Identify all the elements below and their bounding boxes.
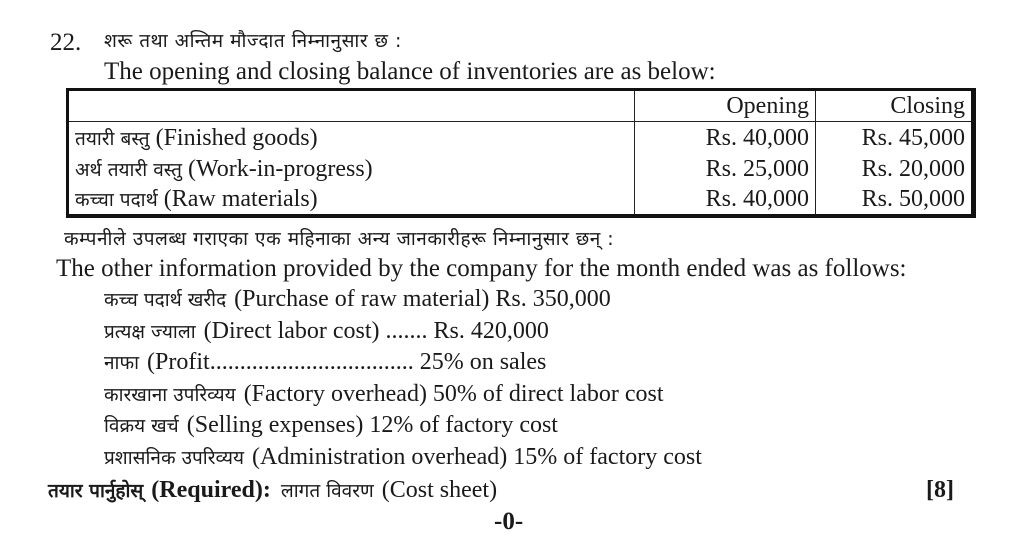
item-nepali: कच्च पदार्थ खरीद <box>104 289 227 311</box>
row-label-nepali: तयारी बस्तु <box>75 127 150 150</box>
other-info-heading-english: The other information provided by the company for the month ended was as follows: <box>56 255 907 282</box>
item-nepali: कारखाना उपरिव्यय <box>104 383 236 406</box>
question-heading-english: The opening and closing balance of inventories are as below: <box>104 58 716 85</box>
list-item <box>104 319 702 351</box>
item-english: (Factory overhead) 50% of direct labor cost <box>243 380 664 407</box>
item-english: (Purchase of raw material) Rs. 350,000 <box>234 286 611 312</box>
list-item <box>104 413 702 445</box>
row-label-english: (Raw materials) <box>163 186 318 213</box>
table-row <box>68 122 974 154</box>
header-opening: Opening <box>635 90 816 122</box>
closing-value: Rs. 45,000 <box>861 124 965 151</box>
table-row <box>68 153 974 185</box>
end-marker: -0- <box>494 508 524 535</box>
required-label-english: (Required): <box>151 477 271 503</box>
marks-badge: [8] <box>926 477 954 503</box>
question-heading-nepali: शरू तथा अन्तिम मौज्दात निम्नानुसार छ : <box>104 30 402 52</box>
row-label-nepali: कच्चा पदार्थ <box>75 189 158 212</box>
item-nepali: प्रत्यक्ष ज्याला <box>104 320 196 343</box>
item-nepali: विक्रय खर्च <box>104 415 179 437</box>
item-english: (Profit.................................. 25% on sales <box>147 349 547 375</box>
row-label <box>68 122 635 154</box>
item-english: (Administration overhead) 15% of factory cost <box>252 443 702 470</box>
row-label <box>68 185 635 217</box>
list-item <box>104 287 702 319</box>
item-english: (Selling expenses) 12% of factory cost <box>186 412 558 438</box>
required-task-english: (Cost sheet) <box>381 477 498 503</box>
other-info-list <box>104 287 702 476</box>
inventory-balance-table <box>66 88 976 218</box>
list-item <box>104 350 702 382</box>
opening-value: Rs. 25,000 <box>635 153 816 185</box>
question-number: 22. <box>50 29 82 56</box>
opening-value: Rs. 40,000 <box>635 185 816 217</box>
required-label-nepali: तयार पार्नुहोस् <box>48 480 144 502</box>
header-closing: Closing <box>816 90 974 122</box>
table-header-row <box>68 90 974 122</box>
row-label-english: (Finished goods) <box>155 124 318 151</box>
closing-value: Rs. 50,000 <box>861 186 965 213</box>
closing-value: Rs. 20,000 <box>861 155 965 182</box>
list-item <box>104 382 702 414</box>
item-nepali: प्रशासनिक उपरिव्यय <box>104 446 245 469</box>
row-label-english: (Work-in-progress) <box>188 155 373 182</box>
table-row <box>68 185 974 217</box>
item-english: (Direct labor cost) ....... Rs. 420,000 <box>203 317 549 344</box>
other-info-heading-nepali: कम्पनीले उपलब्ध गराएका एक महिनाका अन्य जानकारीहरू निम्नानुसार छन् : <box>64 228 615 250</box>
opening-value: Rs. 40,000 <box>635 122 816 154</box>
item-nepali: नाफा <box>104 352 140 374</box>
header-label <box>68 90 635 122</box>
row-label <box>68 153 635 185</box>
row-label-nepali: अर्थ तयारी वस्तु <box>75 158 182 181</box>
required-task-nepali: लागत विवरण <box>280 480 374 502</box>
required-line <box>48 478 497 502</box>
list-item <box>104 445 702 477</box>
